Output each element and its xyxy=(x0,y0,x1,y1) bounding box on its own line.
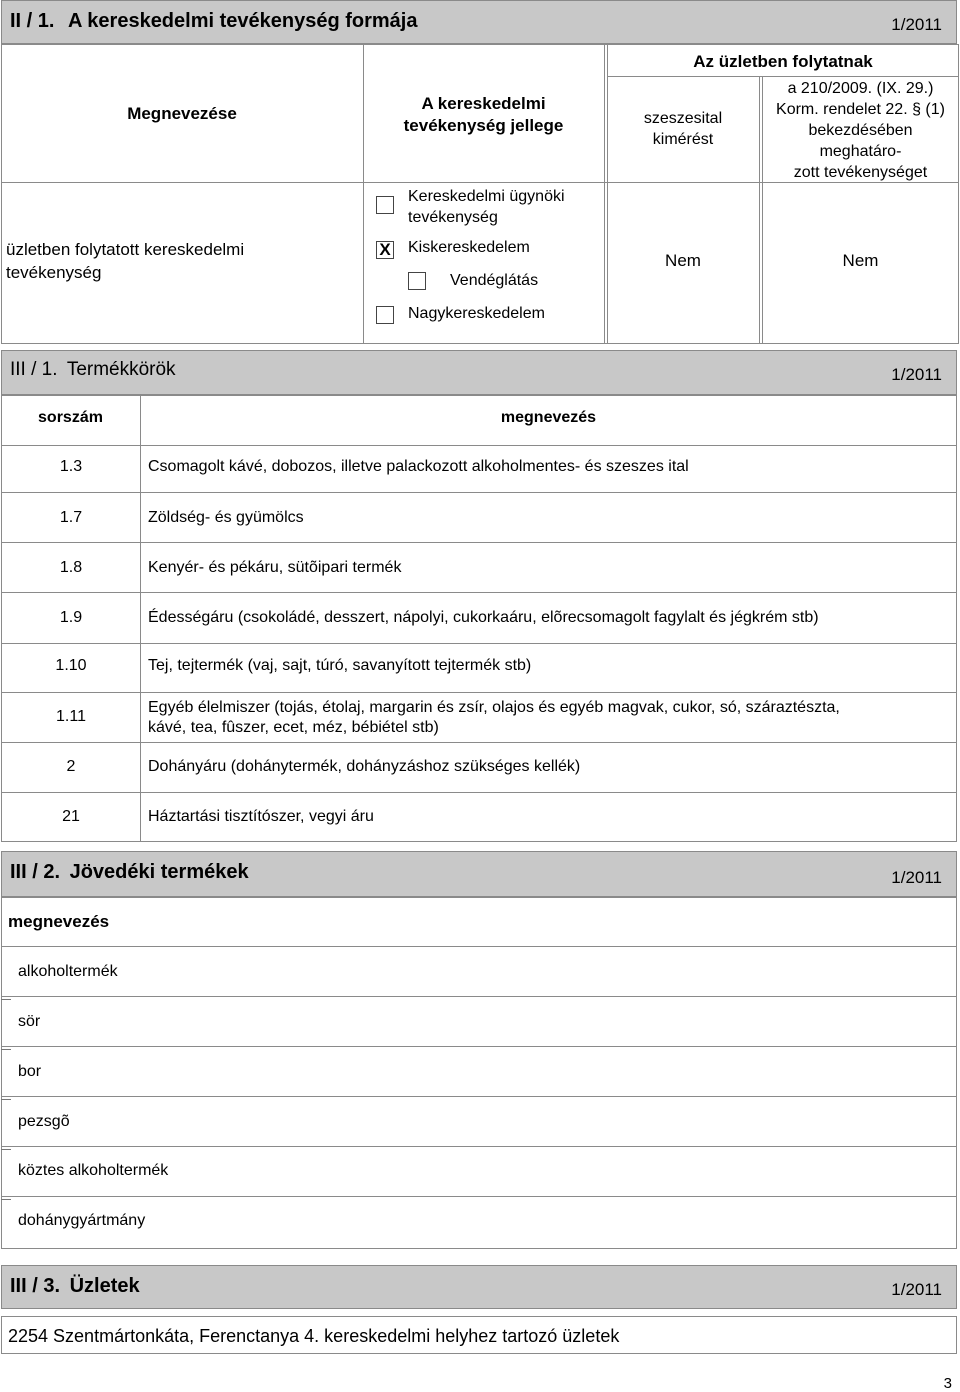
option-kiskereskedelem-label: Kiskereskedelem xyxy=(408,239,530,256)
table-row: 1.8 Kenyér- és pékáru, sütõipari termék xyxy=(59,559,402,576)
section-iii1-header xyxy=(1,350,957,395)
col-folytatnak: Az üzletben folytatnak xyxy=(693,52,873,71)
checkbox-vendeglatas[interactable] xyxy=(408,272,426,290)
section-iii1-prefix: III / 1. xyxy=(10,359,58,380)
option-nagykereskedelem-label: Nagykereskedelem xyxy=(408,305,545,322)
table-row: 1.7 Zöldség- és gyümölcs xyxy=(59,509,304,526)
col-megnevezese: Megnevezése xyxy=(127,104,237,123)
table-row: 2 Dohányáru (dohánytermék, dohányzáshoz szükséges kellék) xyxy=(66,758,581,775)
section-iii3-year: 1/2011 xyxy=(891,1280,942,1299)
row-label: üzletben folytatott kereskedelmi tevékenység xyxy=(6,240,245,282)
checkbox-kiskereskedelem[interactable]: X xyxy=(376,241,394,259)
checkbox-nagykereskedelem[interactable] xyxy=(376,306,394,324)
table-row: 1.9 Édességáru (csokoládé, desszert, nápolyi, cukorkaáru, elõrecsomagolt fagylalt és jégkrém stb) xyxy=(59,609,819,626)
section-iii3-prefix: III / 3. xyxy=(10,1275,61,1297)
list-item: sör xyxy=(18,1013,41,1030)
list-item: alkoholtermék xyxy=(18,963,118,980)
col-sorszam: sorszám xyxy=(38,409,103,426)
section-ii1-title: A kereskedelmi tevékenység formája xyxy=(68,10,418,32)
list-item: dohánygyártmány xyxy=(18,1212,146,1229)
table-row: 1.11 Egyéb élelmiszer (tojás, étolaj, margarin és zsír, olajos és egyéb magvak, cukor, só, száraztészta, kávé, tea, fûszer, ecet, méz, bébiétel stb) xyxy=(56,699,840,736)
section-iii1-year: 1/2011 xyxy=(891,365,942,384)
section-iii1-title: Termékkörök xyxy=(66,359,176,380)
szeszesital-value: Nem xyxy=(665,251,701,270)
section-ii1-header xyxy=(1,0,957,44)
table-row: 21 Háztartási tisztítószer, vegyi áru xyxy=(62,808,374,825)
col-rendelet: a 210/2009. (IX. 29.) Korm. rendelet 22. § (1) bekezdésében meghatáro- zott tevékenységet xyxy=(776,80,945,181)
shops-line: 2254 Szentmártonkáta, Ferenctanya 4. kereskedelmi helyhez tartozó üzletek xyxy=(8,1326,620,1346)
section-ii1-prefix: II / 1. xyxy=(10,10,55,32)
list-item: bor xyxy=(18,1063,42,1080)
checkbox-ugynoki[interactable] xyxy=(376,196,394,214)
section-iii3-header xyxy=(1,1265,957,1309)
col-product-megnevezes: megnevezés xyxy=(500,409,597,426)
rendelet-value: Nem xyxy=(842,251,879,270)
list-item: köztes alkoholtermék xyxy=(18,1162,169,1179)
list-item: pezsgõ xyxy=(18,1113,70,1130)
section-iii2-header xyxy=(1,851,957,897)
page-number: 3 xyxy=(943,1375,952,1392)
col-excise-megnevezes: megnevezés xyxy=(8,912,110,931)
option-ugynoki-label: Kereskedelmi ügynöki tevékenység xyxy=(408,188,565,226)
table-row: 1.10 Tej, tejtermék (vaj, sajt, túró, savanyított tejtermék stb) xyxy=(55,657,532,674)
col-szeszesital: szeszesital kimérést xyxy=(643,110,723,148)
col-jellege: A kereskedelmi tevékenység jellege xyxy=(403,94,564,135)
option-vendeglatas-label: Vendéglátás xyxy=(450,272,539,289)
section-iii2-title: Jövedéki termékek xyxy=(69,861,249,883)
section-ii1-year: 1/2011 xyxy=(891,15,942,34)
section-iii2-prefix: III / 2. xyxy=(10,861,61,883)
table-row: 1.3 Csomagolt kávé, dobozos, illetve palackozott alkoholmentes- és szeszes ital xyxy=(59,458,689,475)
section-iii2-year: 1/2011 xyxy=(891,868,942,887)
section-iii3-title: Üzletek xyxy=(69,1275,140,1297)
